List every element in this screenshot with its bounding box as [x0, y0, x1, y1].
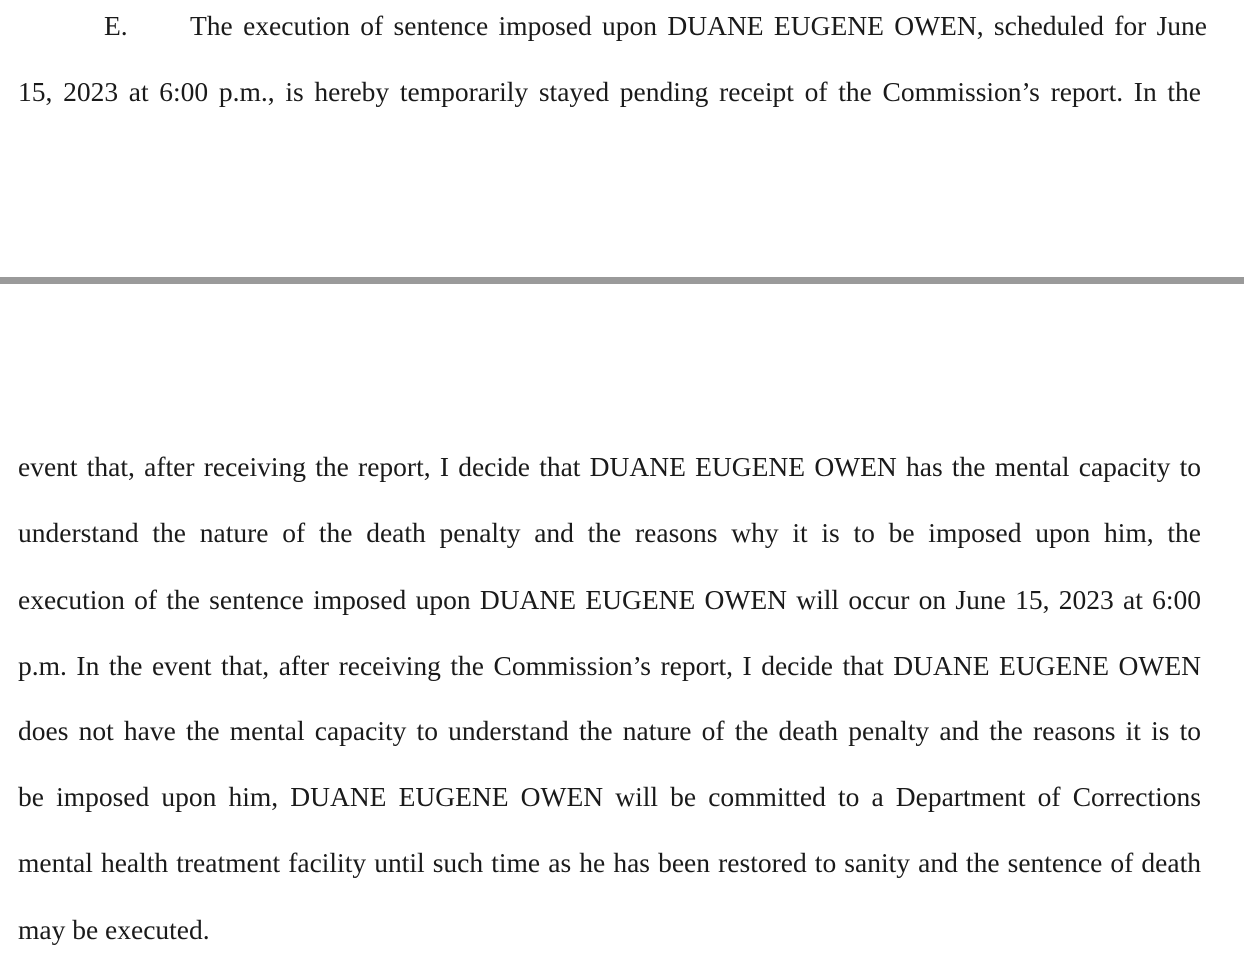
text-line: event that, after receiving the report, I decide that DUANE EUGENE OWEN has the mental capacity to	[18, 451, 1201, 482]
text-line: p.m. In the event that, after receiving the Commission’s report, I decide that DUANE EUGENE OWEN	[18, 650, 1201, 681]
paragraph-label: E.	[104, 10, 128, 41]
page-divider	[0, 277, 1244, 284]
text-line: be imposed upon him, DUANE EUGENE OWEN will be committed to a Department of Corrections	[18, 781, 1201, 812]
text-line: does not have the mental capacity to understand the nature of the death penalty and the reasons it is to	[18, 715, 1201, 746]
text-line: 15, 2023 at 6:00 p.m., is hereby temporarily stayed pending receipt of the Commission’s report. In the	[18, 76, 1201, 107]
text-line: may be executed.	[18, 914, 210, 945]
text-line: execution of the sentence imposed upon DUANE EUGENE OWEN will occur on June 15, 2023 at 6:00	[18, 584, 1201, 615]
text-line: The execution of sentence imposed upon DUANE EUGENE OWEN, scheduled for June	[190, 10, 1207, 41]
text-line: mental health treatment facility until such time as he has been restored to sanity and the sentence of death	[18, 847, 1201, 878]
text-line: understand the nature of the death penalty and the reasons why it is to be imposed upon him, the	[18, 517, 1201, 548]
